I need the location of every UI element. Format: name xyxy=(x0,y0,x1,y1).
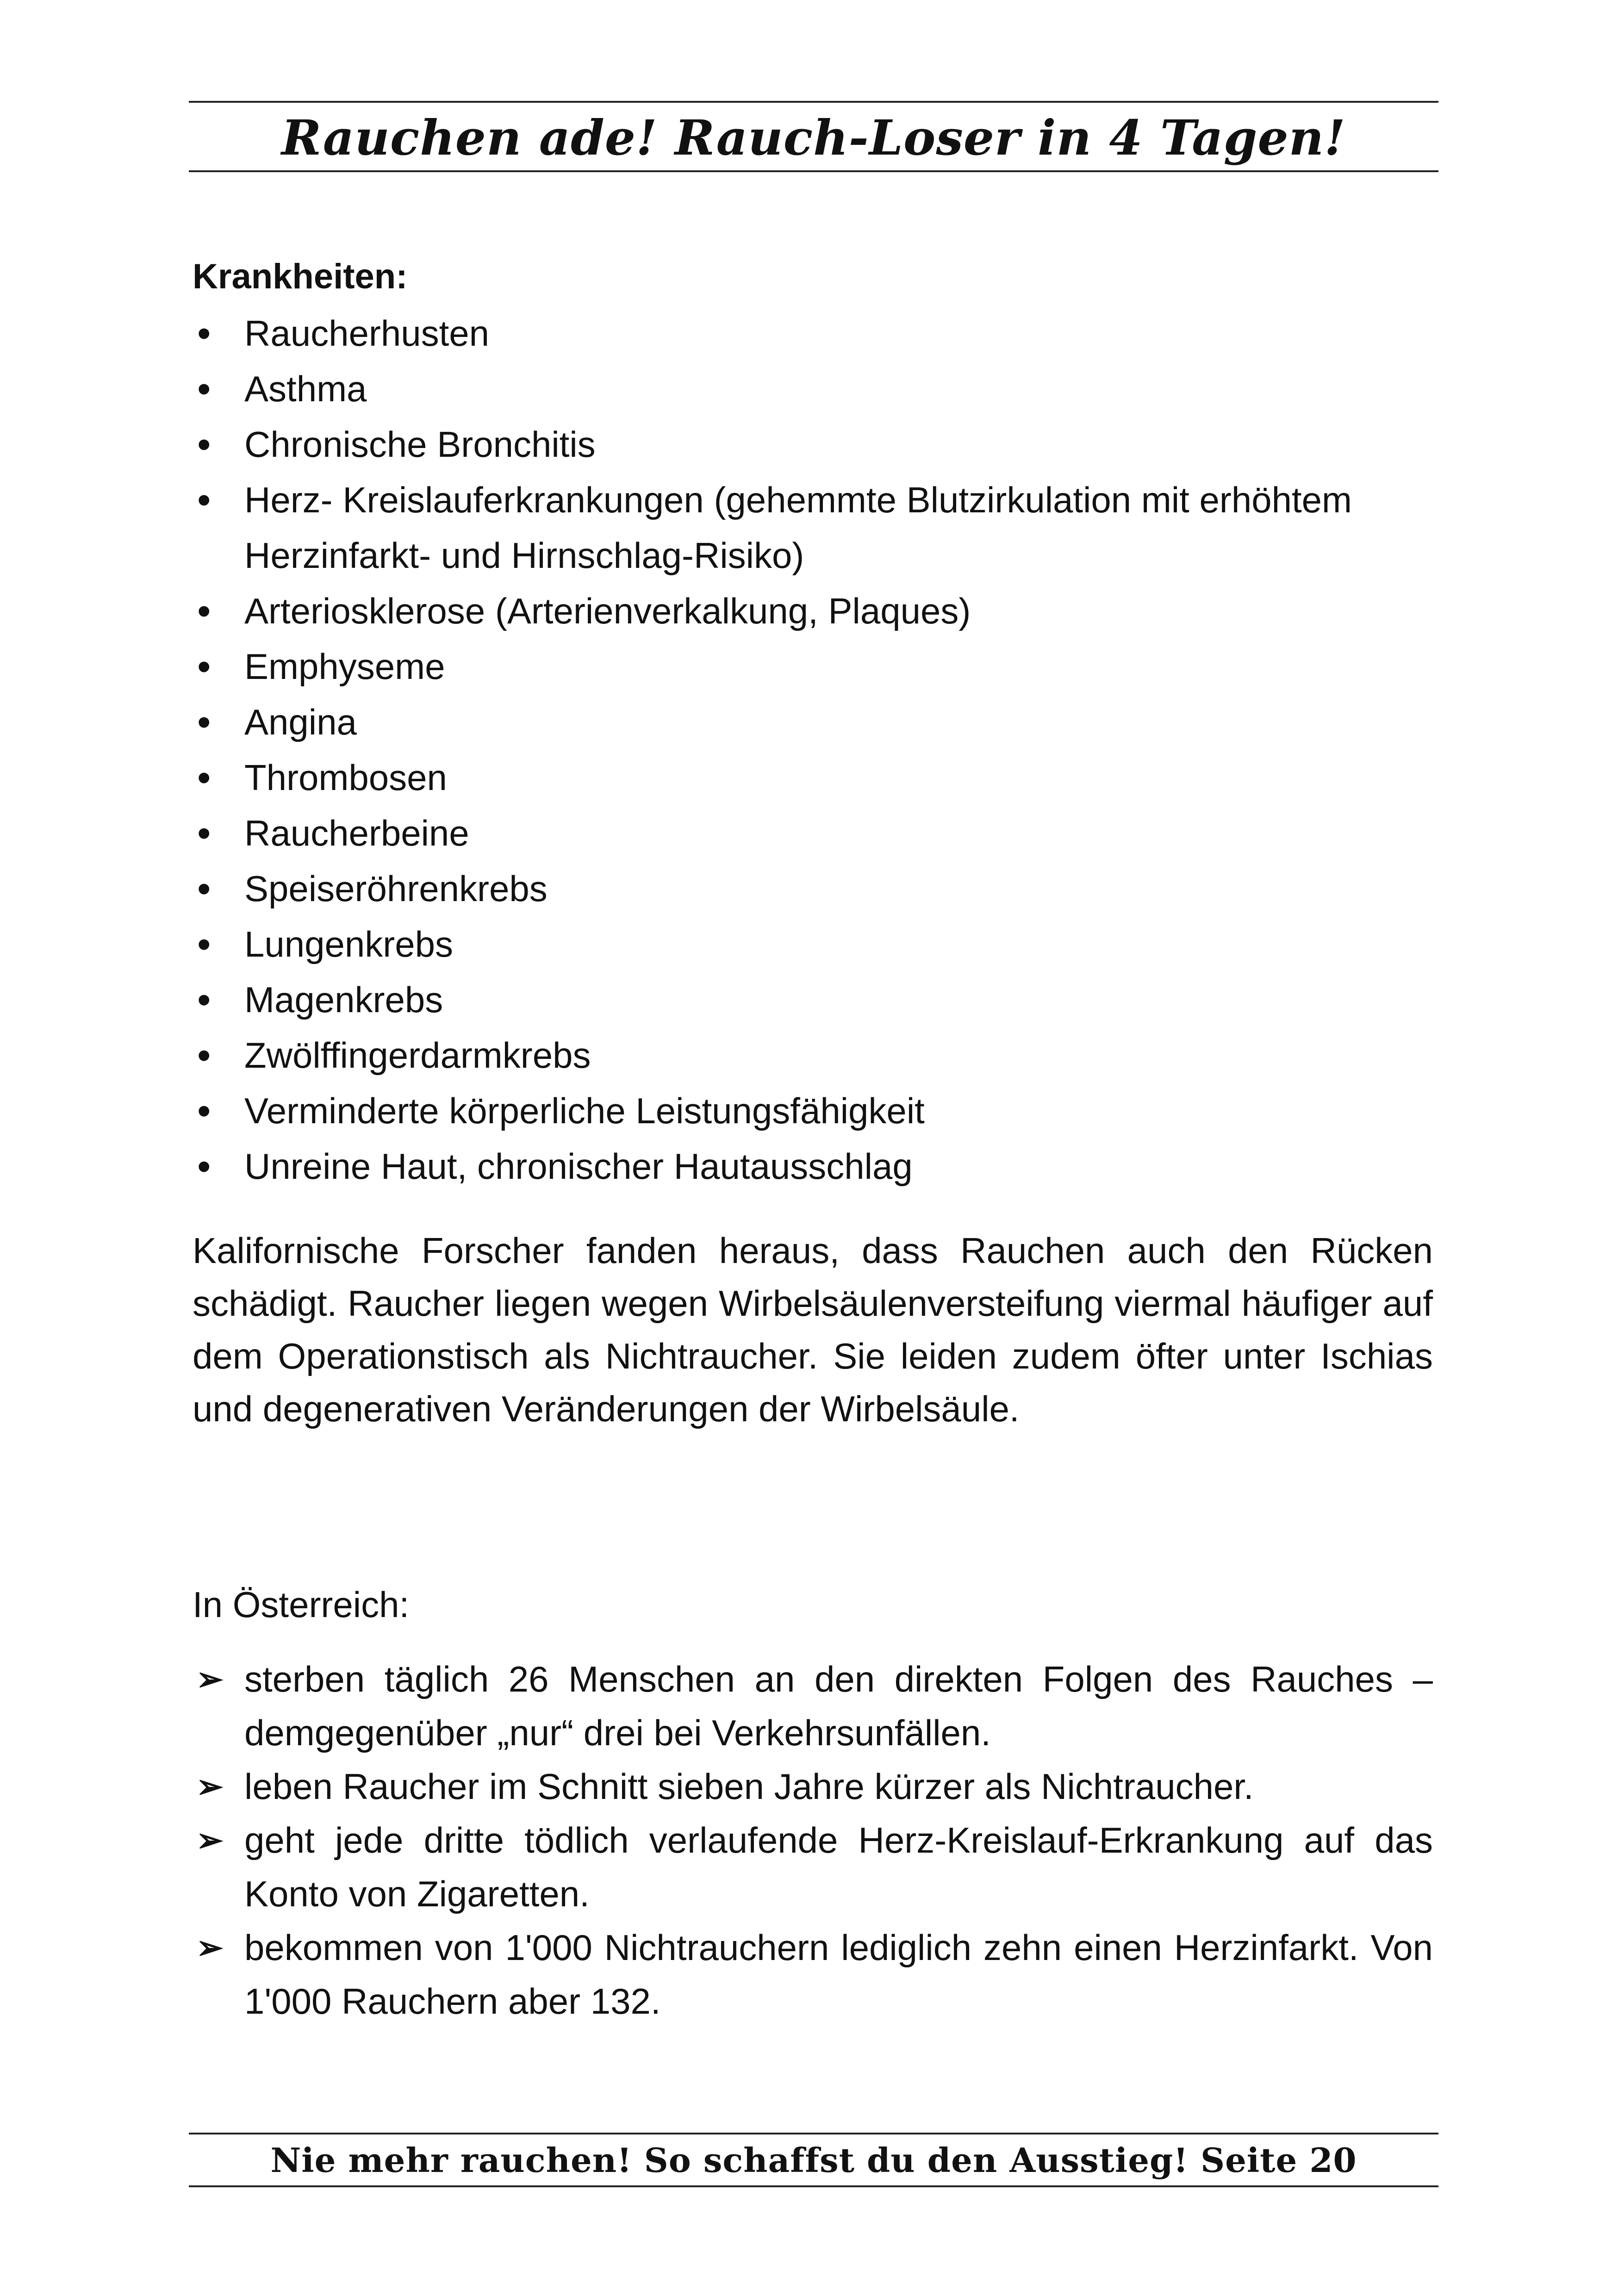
arrow-bullet-icon: ➢ xyxy=(196,1929,224,1966)
list-item: • Magenkrebs xyxy=(193,972,1438,1027)
list-item: • Herz- Kreislauferkrankungen (gehemmte Blutzirkulation mit erhöhtem Herzinfarkt- und Hirnschlag-Risiko) xyxy=(193,472,1438,583)
research-paragraph: Kalifornische Forscher fanden heraus, dass Rauchen auch den Rücken schädigt. Raucher liegen wegen Wirbelsäulenversteifung viermal häufiger auf dem Operationstisch als Nichtraucher. Sie leiden zudem öfter unter Ischias und degenerativen Veränderungen der Wirbelsäule. xyxy=(193,1230,1433,1429)
disease-list xyxy=(193,305,1438,1194)
list-item: • Raucherhusten xyxy=(193,305,1438,361)
bullet-icon xyxy=(197,305,225,362)
list-item: ➢ bekommen von 1'000 Nichtrauchern lediglich zehn einen Herzinfarkt. Von 1'000 Rauchern aber 132. xyxy=(193,1921,1433,2028)
bullet-icon xyxy=(197,805,225,862)
list-item: • Lungenkrebs xyxy=(193,916,1438,972)
bullet-icon xyxy=(197,750,225,806)
bullet-icon xyxy=(197,1083,225,1139)
list-item: • Unreine Haut, chronischer Hautausschlag xyxy=(193,1139,1438,1194)
header-top-rule xyxy=(189,101,1438,103)
list-item: • Chronische Bronchitis xyxy=(193,417,1438,472)
arrow-bullet-icon: ➢ xyxy=(196,1822,224,1858)
list-item: ➢ geht jede dritte tödlich verlaufende Herz-Kreislauf-Erkrankung auf das Konto von Zigaretten. xyxy=(193,1813,1433,1921)
list-item: • Speiseröhrenkrebs xyxy=(193,861,1438,916)
list-item: • Emphyseme xyxy=(193,639,1438,694)
bullet-icon xyxy=(197,916,225,973)
bullet-icon xyxy=(197,639,225,695)
footer-top-rule xyxy=(189,2133,1438,2134)
austria-intro: In Österreich: xyxy=(193,1584,410,1625)
bullet-icon xyxy=(197,1027,225,1084)
page-footer: Nie mehr rauchen! So schaffst du den Ausstieg! Seite 20 xyxy=(270,2140,1357,2180)
list-item: • Verminderte körperliche Leistungsfähigkeit xyxy=(193,1083,1438,1139)
list-item: ➢ sterben täglich 26 Menschen an den direkten Folgen des Rauches – demgegenüber „nur“ drei bei Verkehrsunfällen. xyxy=(193,1652,1433,1760)
list-item: • Raucherbeine xyxy=(193,805,1438,861)
bullet-icon xyxy=(197,694,225,751)
list-item: • Arteriosklerose (Arterienverkalkung, Plaques) xyxy=(193,583,1438,639)
bullet-icon xyxy=(197,1139,225,1195)
arrow-bullet-icon: ➢ xyxy=(196,1661,224,1697)
list-item: ➢ leben Raucher im Schnitt sieben Jahre kürzer als Nichtraucher. xyxy=(193,1760,1433,1813)
header-bottom-rule xyxy=(189,170,1438,172)
bullet-icon xyxy=(197,583,225,640)
bullet-icon xyxy=(197,861,225,917)
bullet-icon xyxy=(197,972,225,1028)
bullet-icon xyxy=(197,472,225,529)
austria-fact-list xyxy=(193,1652,1433,2028)
list-item: • Asthma xyxy=(193,361,1438,417)
arrow-bullet-icon: ➢ xyxy=(196,1768,224,1804)
list-item: • Angina xyxy=(193,694,1438,750)
diseases-heading: Krankheiten: xyxy=(193,257,408,296)
page-header-title: Rauchen ade! Rauch-Loser in 4 Tagen! xyxy=(281,109,1346,166)
footer-bottom-rule xyxy=(189,2185,1438,2187)
bullet-icon xyxy=(197,417,225,473)
list-item: • Zwölffingerdarmkrebs xyxy=(193,1027,1438,1083)
bullet-icon xyxy=(197,361,225,417)
list-item: • Thrombosen xyxy=(193,750,1438,805)
